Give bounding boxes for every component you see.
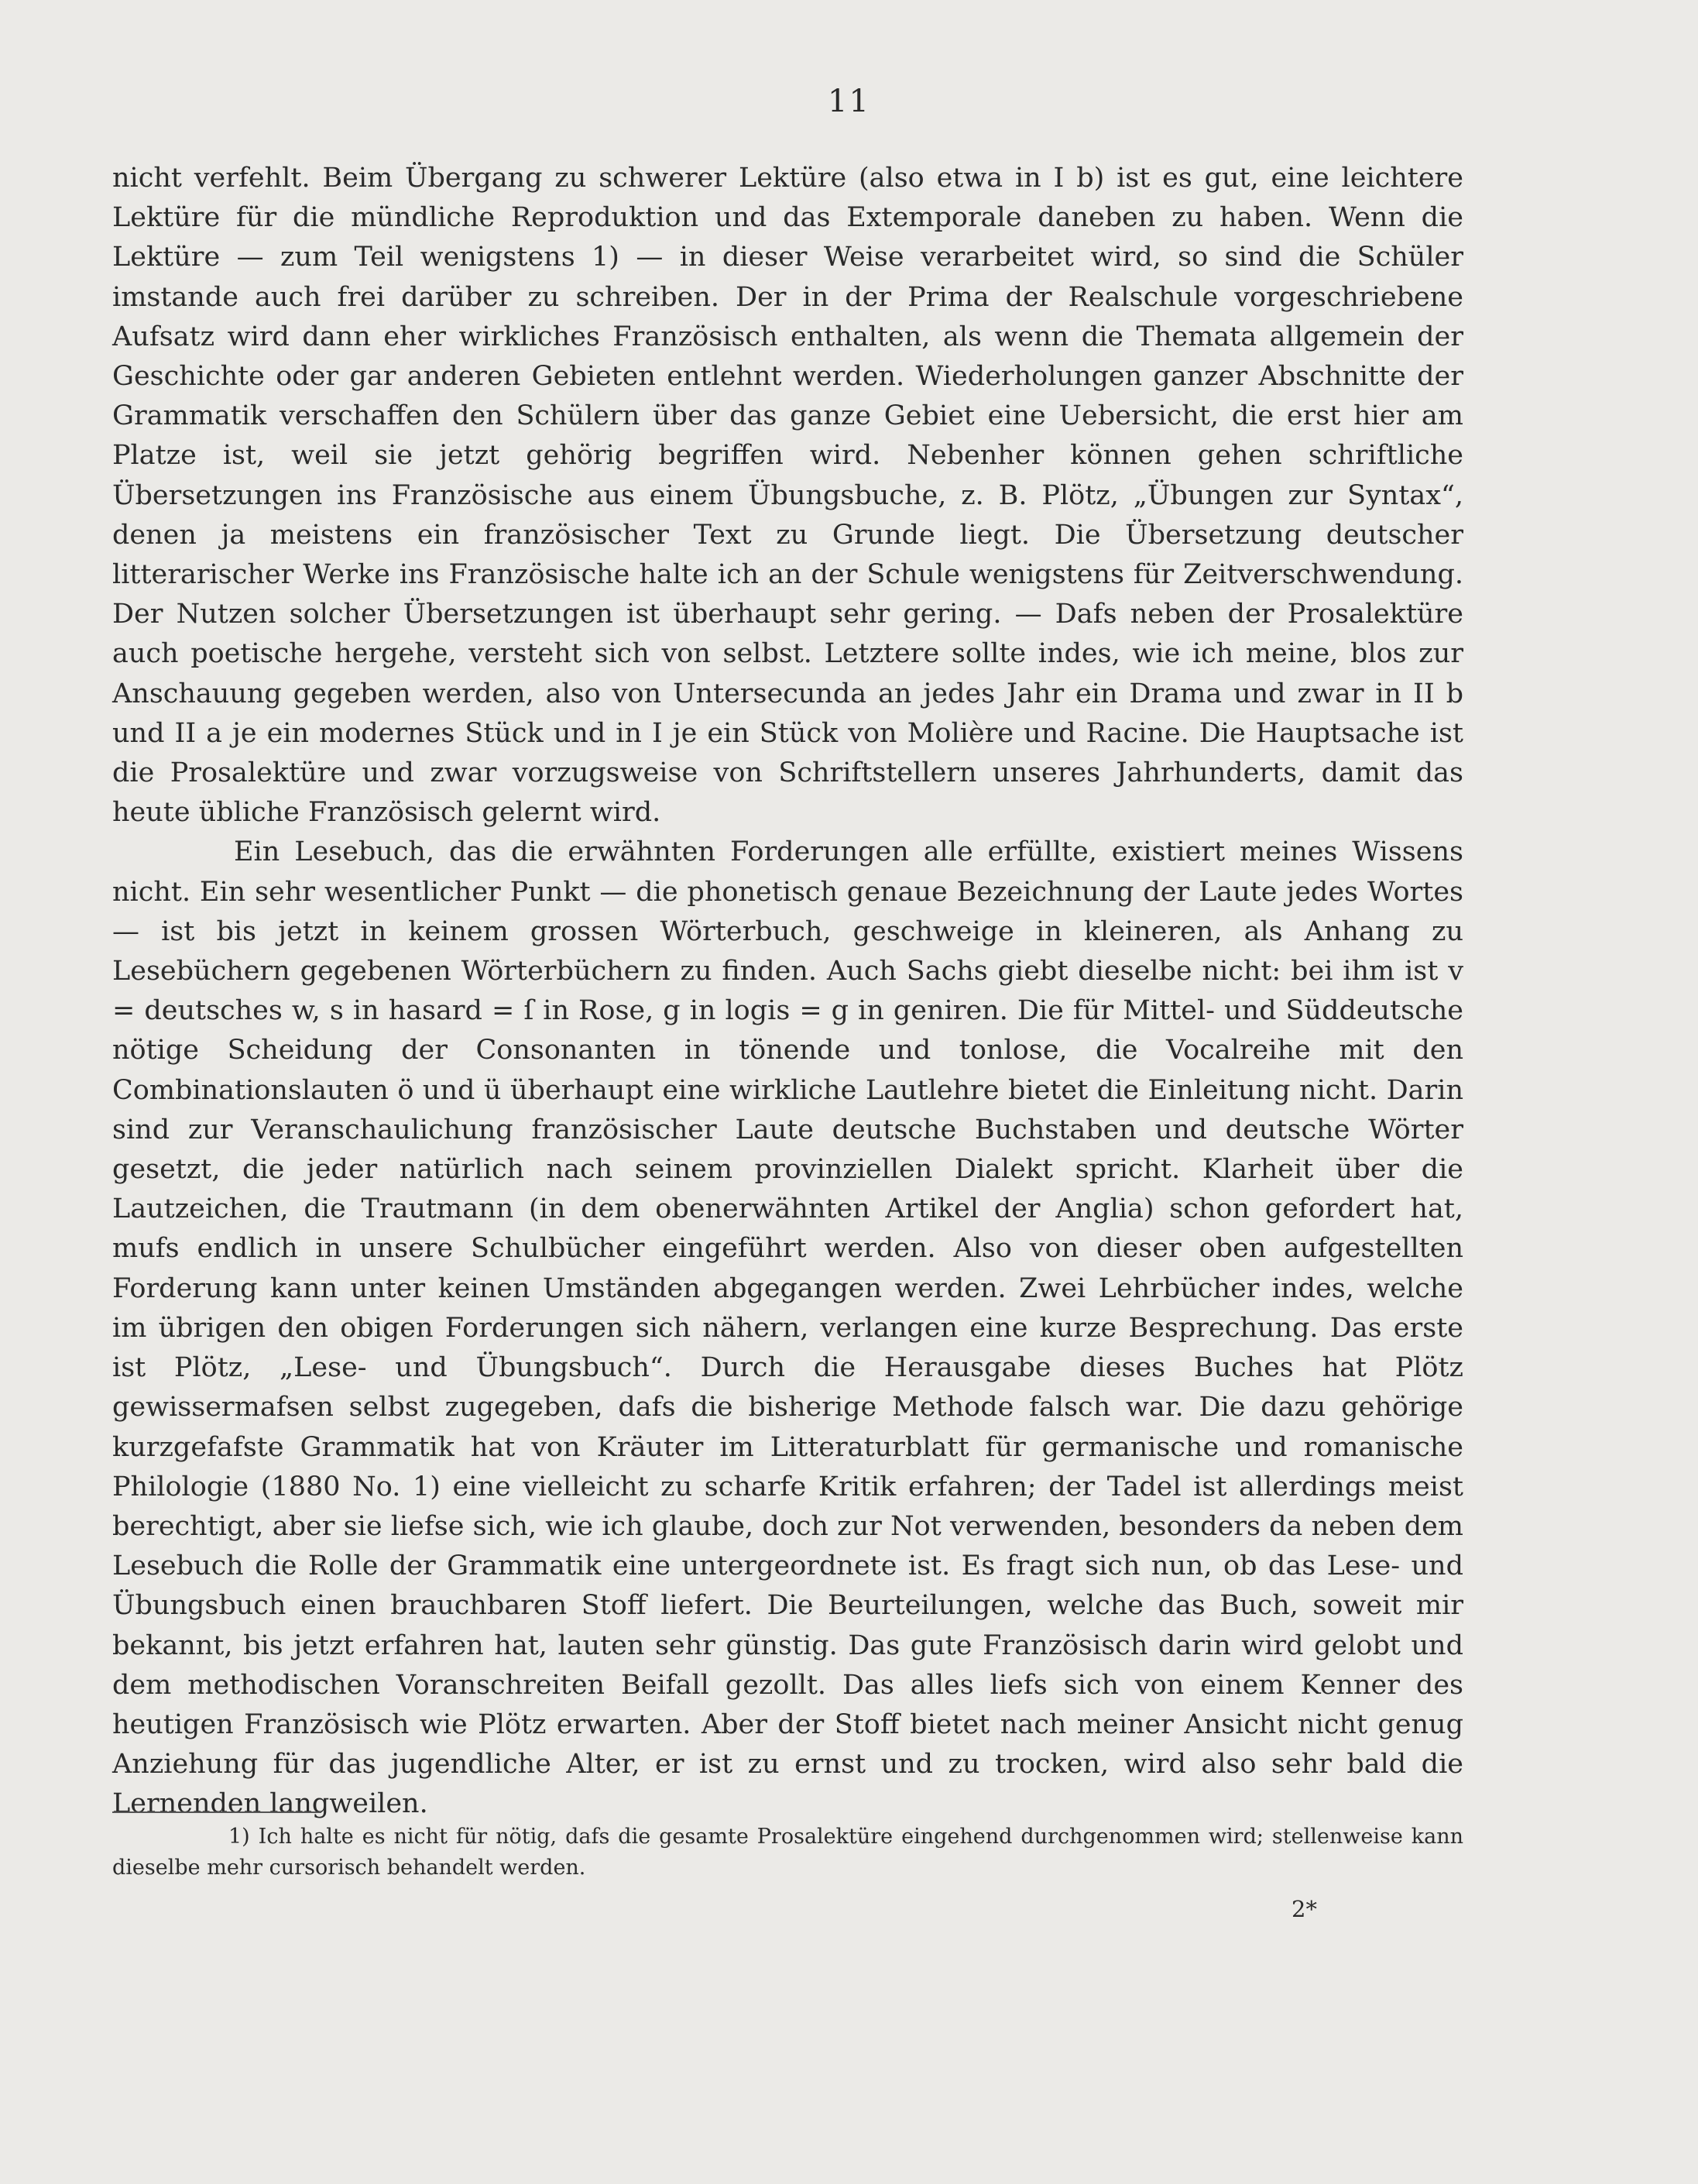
- signature-mark: 2*: [1292, 1896, 1317, 1922]
- footnote-divider: [112, 1811, 321, 1813]
- body-text: [112, 159, 1463, 1825]
- page-number: 11: [828, 84, 870, 119]
- paragraph-1: nicht verfehlt. Beim Übergang zu schwerer Lektüre (also etwa in I b) ist es gut, eine leichtere Lektüre für die mündliche Reproduktion und das Extemporale daneben zu haben. Wenn die Lektüre — zum Teil wenigstens 1) — in dieser Weise verarbeitet wird, so sind die Schüler imstande auch frei darüber zu schreiben. Der in der Prima der Realschule vorgeschriebene Aufsatz wird dann eher wirkliches Französisch enthalten, als wenn die Themata allgemein der Geschichte oder gar anderen Gebieten entlehnt werden. Wiederholungen ganzer Abschnitte der Grammatik verschaffen den Schülern über das ganze Gebiet eine Uebersicht, die erst hier am Platze ist, weil sie jetzt gehörig begriffen wird. Nebenher können gehen schriftliche Übersetzungen ins Französische aus einem Übungsbuche, z. B. Plötz, „Übungen zur Syntax“, denen ja meistens ein französischer Text zu Grunde liegt. Die Übersetzung deutscher litterarischer Werke ins Französische halte ich an der Schule wenigstens für Zeitverschwendung. Der Nutzen solcher Übersetzungen ist überhaupt sehr gering. — Dafs neben der Prosalektüre auch poetische hergehe, versteht sich von selbst. Letztere sollte indes, wie ich meine, blos zur Anschauung gegeben werden, also von Untersecunda an jedes Jahr ein Drama und zwar in II b und II a je ein modernes Stück und in I je ein Stück von Molière und Racine. Die Hauptsache ist die Prosalektüre und zwar vorzugsweise von Schriftstellern unseres Jahrhunderts, damit das heute übliche Französisch gelernt wird.: [112, 163, 1463, 829]
- paragraph-2: Ein Lesebuch, das die erwähnten Forderungen alle erfüllte, existiert meines Wissens nicht. Ein sehr wesentlicher Punkt — die phonetisch genaue Bezeichnung der Laute jedes Wortes — ist bis jetzt in keinem grossen Wörterbuch, geschweige in kleineren, als Anhang zu Lesebüchern gegebenen Wörterbüchern zu finden. Auch Sachs giebt dieselbe nicht: bei ihm ist v = deutsches w, s in hasard = ſ in Rose, g in logis = g in geniren. Die für Mittel- und Süddeutsche nötige Scheidung der Consonanten in tönende und tonlose, die Vocalreihe mit den Combinationslauten ö und ü überhaupt eine wirkliche Lautlehre bietet die Einleitung nicht. Darin sind zur Veranschaulichung französischer Laute deutsche Buchstaben und deutsche Wörter gesetzt, die jeder natürlich nach seinem provinziellen Dialekt spricht. Klarheit über die Lautzeichen, die Trautmann (in dem obenerwähnten Artikel der Anglia) schon gefordert hat, mufs endlich in unsere Schulbücher eingeführt werden. Also von dieser oben aufgestellten Forderung kann unter keinen Umständen abgegangen werden. Zwei Lehrbücher indes, welche im übrigen den obigen Forderungen sich nähern, verlangen eine kurze Besprechung. Das erste ist Plötz, „Lese- und Übungsbuch“. Durch die Herausgabe dieses Buches hat Plötz gewissermafsen selbst zugegeben, dafs die bisherige Methode falsch war. Die dazu gehörige kurzgefafste Grammatik hat von Kräuter im Litteraturblatt für germanische und romanische Philologie (1880 No. 1) eine vielleicht zu scharfe Kritik erfahren; der Tadel ist allerdings meist berechtigt, aber sie liefse sich, wie ich glaube, doch zur Not verwenden, besonders da neben dem Lesebuch die Rolle der Grammatik eine untergeordnete ist. Es fragt sich nun, ob das Lese- und Übungsbuch einen brauchbaren Stoff liefert. Die Beurteilungen, welche das Buch, soweit mir bekannt, bis jetzt erfahren hat, lauten sehr günstig. Das gute Französisch darin wird gelobt und dem methodischen Voranschreiten Beifall gezollt. Das alles liefs sich von einem Kenner des heutigen Französisch wie Plötz erwarten. Aber der Stoff bietet nach meiner Ansicht nicht genug Anziehung für das jugendliche Alter, er ist zu ernst und zu trocken, wird also sehr bald die Lernenden langweilen.: [112, 836, 1463, 1820]
- footnote: 1) Ich halte es nicht für nötig, dafs die gesamte Prosalektüre eingehend durchgenommen wird; stellenweise kann dieselbe mehr cursorisch behandelt werden.: [112, 1825, 1463, 1880]
